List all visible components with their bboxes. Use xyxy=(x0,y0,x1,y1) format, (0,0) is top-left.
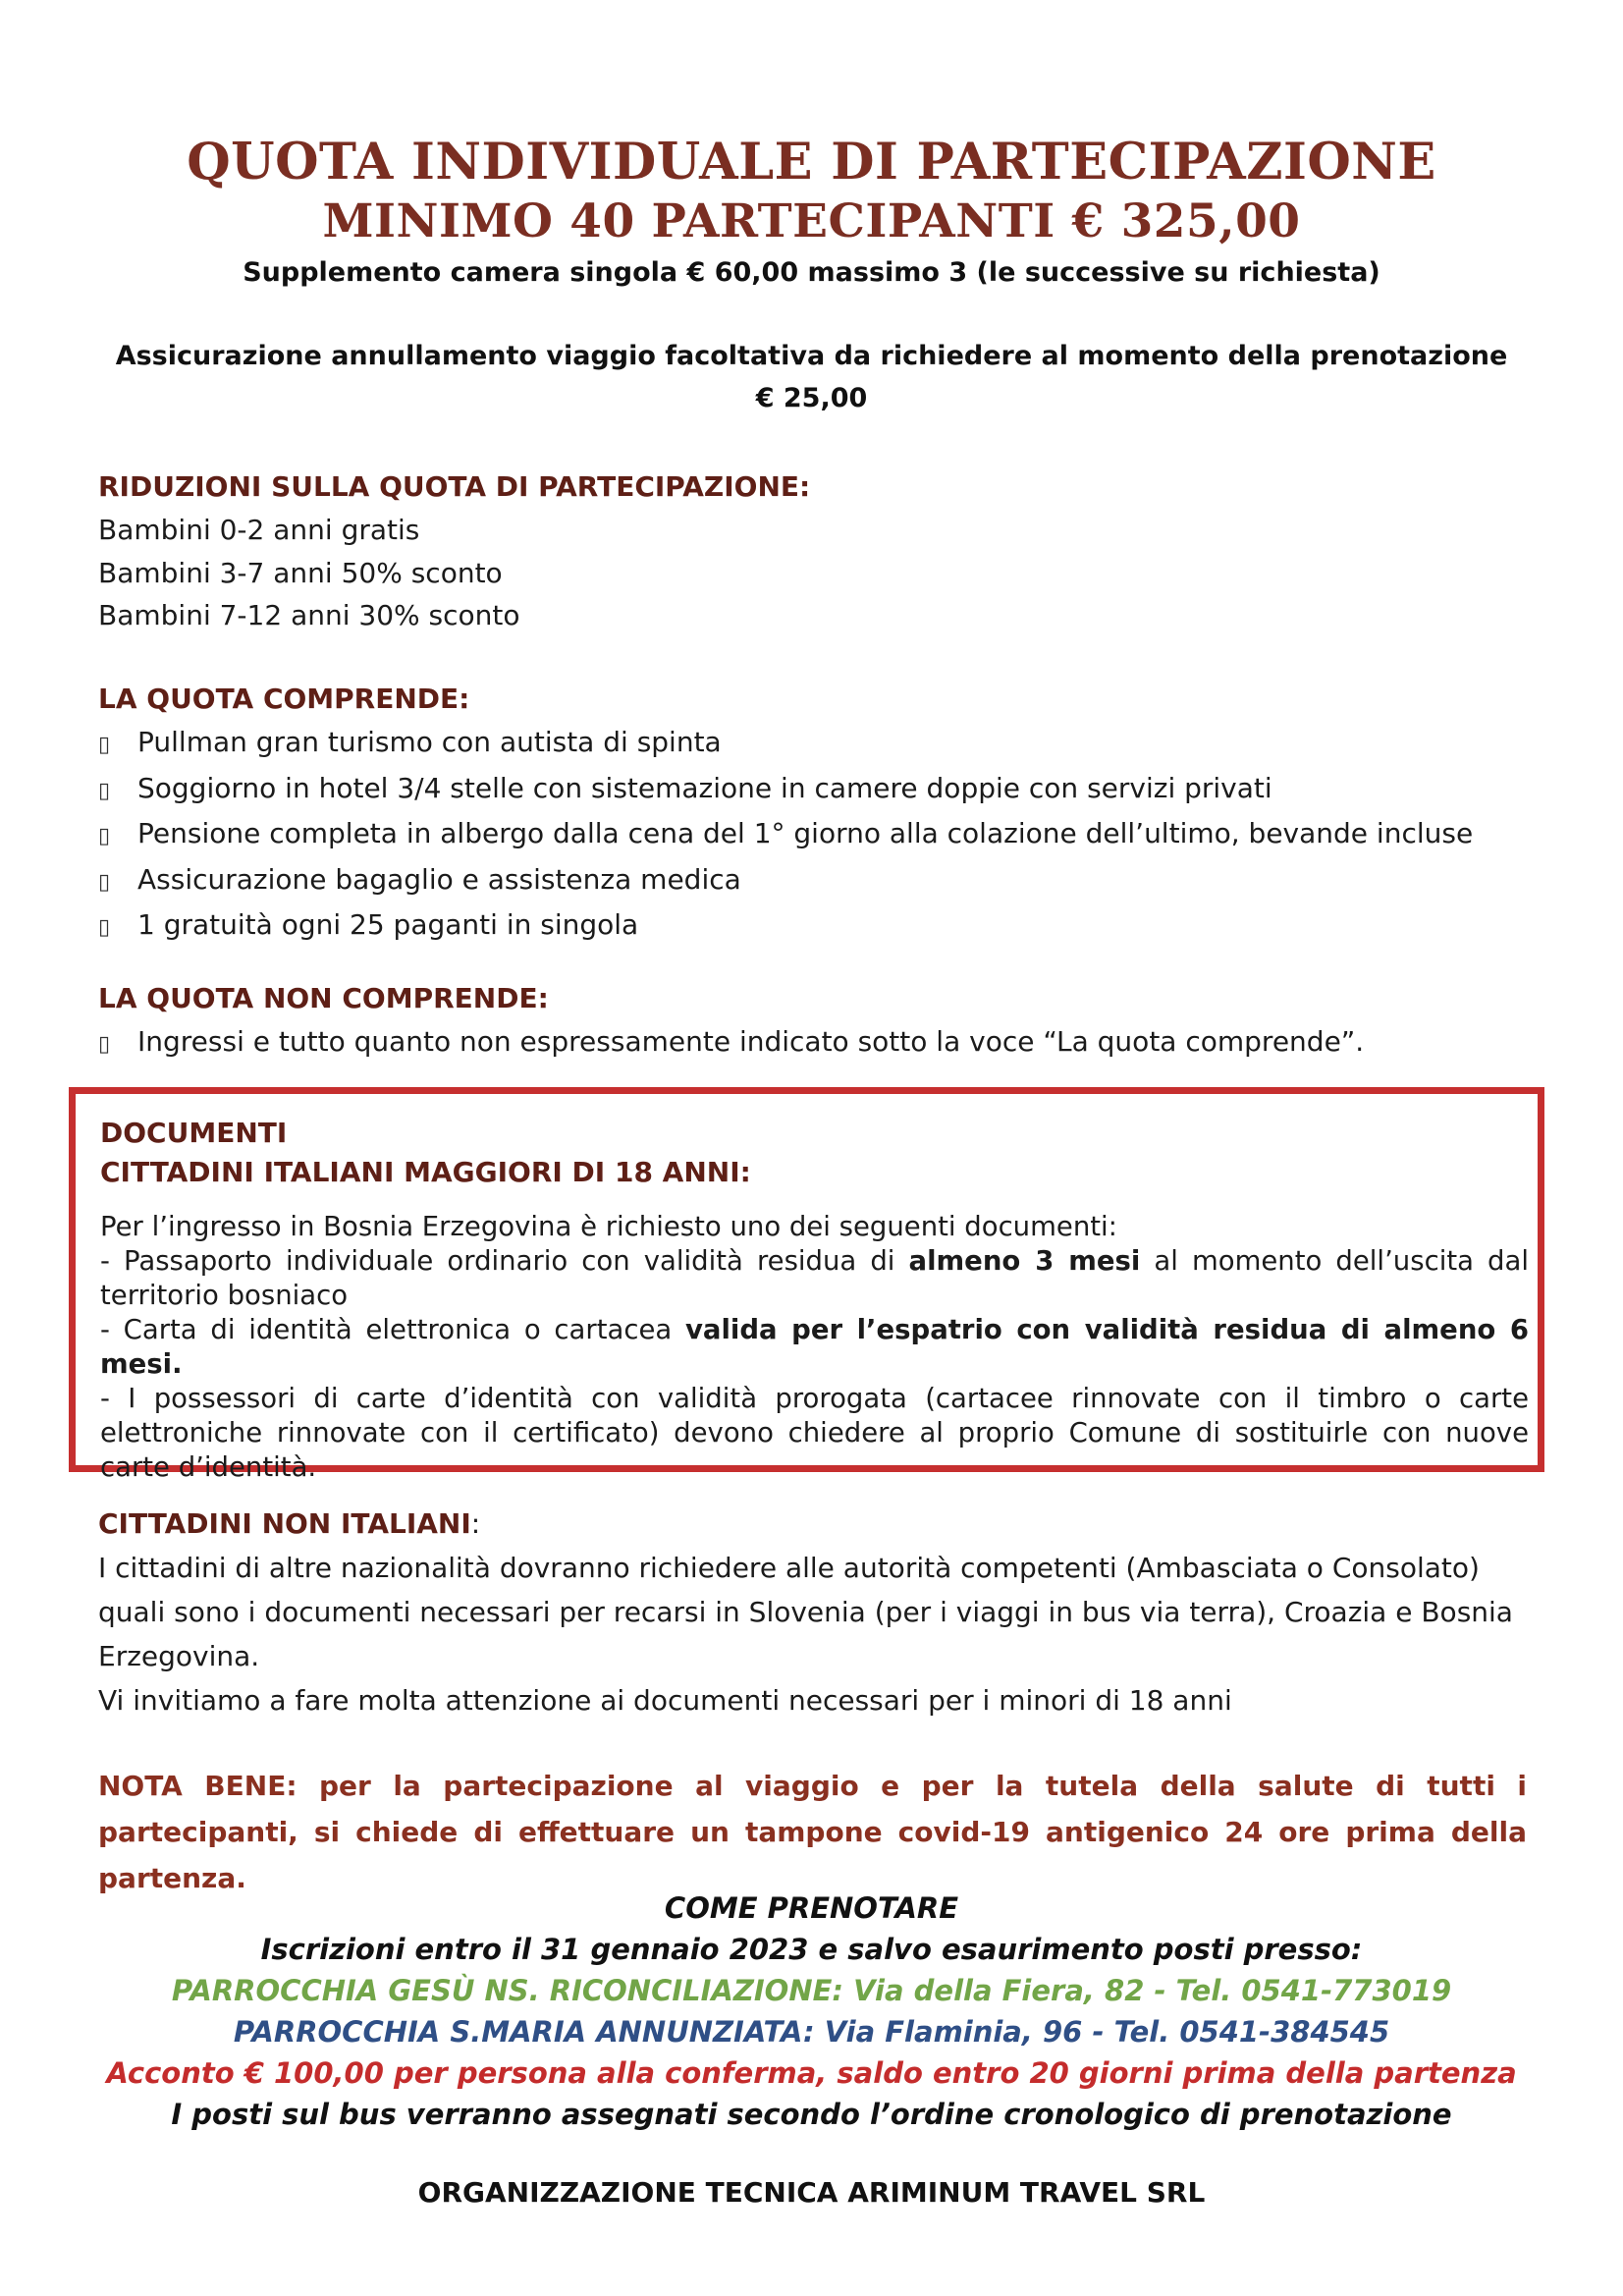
price-title: MINIMO 40 PARTECIPANTI € 325,00 xyxy=(322,194,1301,248)
list-item-text: Assicurazione bagaglio e assistenza medica xyxy=(137,862,741,896)
list-item xyxy=(98,812,1532,858)
passport-text: - Passaporto individuale ordinario con validità residua di xyxy=(100,1245,909,1277)
page-title: QUOTA INDIVIDUALE DI PARTECIPAZIONE xyxy=(187,133,1436,191)
list-item-text: Pensione completa in albergo dalla cena del 1° giorno alla colazione dell’ultimo, bevande incluse xyxy=(137,817,1474,849)
nota-bene-note: NOTA BENE: per la partecipazione al viaggio e per la tutela della salute di tutti i partecipanti, si chiede di effettuare un tampone covid-19 antigenico 24 ore prima della partenza. xyxy=(98,1770,1527,1894)
non-italian-heading xyxy=(98,1503,1532,1546)
insurance-price: € 25,00 xyxy=(755,383,868,413)
extended-id-note: - I possessori di carte d’identità con validità prorogata (cartacee rinnovate con il timbro o carte elettroniche rinnovate con il certificato) devono chiedere al proprio Comune di sostituirle con nuove carte d’identità. xyxy=(100,1383,1529,1483)
bullet-icon: ▯ xyxy=(98,824,111,848)
non-comprende-heading: LA QUOTA NON COMPRENDE: xyxy=(98,982,549,1014)
deposit-info: Acconto € 100,00 per persona alla conferma, saldo entro 20 giorni prima della partenza xyxy=(106,2056,1517,2090)
parish-contact-2: PARROCCHIA S.MARIA ANNUNZIATA: Via Flaminia, 96 - Tel. 0541-384545 xyxy=(233,2015,1390,2049)
id-card-requirement xyxy=(100,1313,1529,1382)
parish-contact-1: PARROCCHIA GESÙ NS. RICONCILIAZIONE: Via della Fiera, 82 - Tel. 0541-773019 xyxy=(171,1974,1452,2007)
non-italian-heading-text: CITTADINI NON ITALIANI xyxy=(98,1507,471,1540)
list-item-text: Soggiorno in hotel 3/4 stelle con sistemazione in camere doppie con servizi privati xyxy=(137,771,1272,804)
list-item-text: Pullman gran turismo con autista di spinta xyxy=(137,726,722,758)
passport-validity: almeno 3 mesi xyxy=(908,1245,1141,1277)
riduzioni-heading: RIDUZIONI SULLA QUOTA DI PARTECIPAZIONE: xyxy=(98,470,811,503)
insurance-text: Assicurazione annullamento viaggio facoltativa da richiedere al momento della prenotazione xyxy=(115,341,1508,371)
heading-colon: : xyxy=(470,1507,481,1540)
bullet-icon: ▯ xyxy=(98,778,111,803)
italian-citizens-heading: CITTADINI ITALIANI MAGGIORI DI 18 ANNI: xyxy=(100,1156,751,1188)
id-card-validity: valida per l’espatrio con validità residua di almeno 6 mesi. xyxy=(100,1314,1530,1380)
riduzioni-item: Bambini 3-7 anni 50% sconto xyxy=(98,556,503,589)
bullet-icon: ▯ xyxy=(98,915,111,940)
paragraph-line: Vi invitiamo a fare molta attenzione ai documenti necessari per i minori di 18 anni xyxy=(98,1684,1232,1717)
non-italian-citizens-section xyxy=(98,1503,1532,1722)
list-item xyxy=(98,1020,1532,1066)
list-item xyxy=(98,903,1532,950)
paragraph-line: I cittadini di altre nazionalità dovranno richiedere alle autorità competenti (Ambasciata o Consolato) xyxy=(98,1552,1480,1584)
bullet-icon: ▯ xyxy=(98,1032,111,1057)
documents-box xyxy=(69,1087,1544,1483)
list-item xyxy=(98,858,1532,904)
seat-assignment-info: I posti sul bus verranno assegnati secondo l’ordine cronologico di prenotazione xyxy=(171,2098,1452,2131)
list-item xyxy=(98,767,1532,813)
documents-intro: Per l’ingresso in Bosnia Erzegovina è richiesto uno dei seguenti documenti: xyxy=(100,1211,1117,1242)
documents-heading: DOCUMENTI xyxy=(100,1117,288,1149)
organizer-footer: ORGANIZZAZIONE TECNICA ARIMINUM TRAVEL SRL xyxy=(417,2176,1206,2209)
registration-deadline: Iscrizioni entro il 31 gennaio 2023 e salvo esaurimento posti presso: xyxy=(260,1933,1363,1966)
list-item xyxy=(98,721,1532,767)
bullet-icon: ▯ xyxy=(98,869,111,895)
bullet-icon: ▯ xyxy=(98,733,111,757)
passport-requirement xyxy=(100,1244,1529,1313)
comprende-heading: LA QUOTA COMPRENDE: xyxy=(98,683,470,715)
riduzioni-item: Bambini 0-2 anni gratis xyxy=(98,514,420,546)
id-card-text: - Carta di identità elettronica o cartacea xyxy=(100,1314,685,1345)
riduzioni-item: Bambini 7-12 anni 30% sconto xyxy=(98,599,520,631)
booking-heading: COME PRENOTARE xyxy=(664,1891,959,1925)
list-item-text: 1 gratuità ogni 25 paganti in singola xyxy=(137,908,639,941)
passport-text-end: al momento dell’uscita dal territorio bosniaco xyxy=(100,1245,1529,1311)
list-item-text: Ingressi e tutto quanto non espressamente indicato sotto la voce “La quota comprende”. xyxy=(137,1025,1365,1058)
single-room-supplement: Supplemento camera singola € 60,00 massimo 3 (le successive su richiesta) xyxy=(243,257,1380,288)
paragraph-line: Erzegovina. xyxy=(98,1640,260,1672)
comprende-section xyxy=(98,678,1532,950)
paragraph-line: quali sono i documenti necessari per recarsi in Slovenia (per i viaggi in bus via terra), Croazia e Bosnia xyxy=(98,1596,1513,1628)
non-comprende-section xyxy=(98,977,1532,1066)
riduzioni-section xyxy=(98,465,1532,637)
